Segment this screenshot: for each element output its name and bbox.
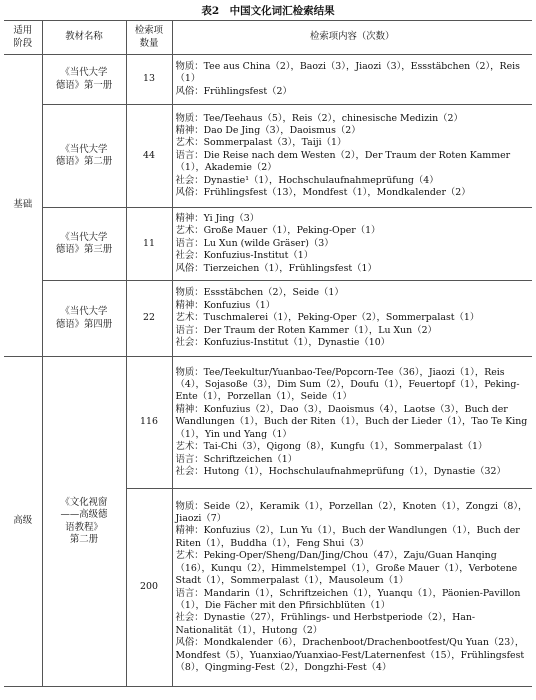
textbook-name: 《当代大学 德语》第三册 xyxy=(42,208,126,281)
item-count: 200 xyxy=(126,489,172,687)
table-row xyxy=(4,208,532,281)
item-content xyxy=(172,55,532,105)
item-count: 22 xyxy=(126,281,172,357)
header-stage: 适用 阶段 xyxy=(4,21,42,55)
textbook-name: 《当代大学 德语》第一册 xyxy=(42,55,126,105)
item-count: 11 xyxy=(126,208,172,281)
content-line: 物质：Tee/Teekultur/Yuanbao-Tee/Popcorn-Tee（36），Jiaozi（1），Reis（4），Sojasoße（3），Dim Sum（2），Doufu（1），Feuertopf（1），Peking-Ente（1），Porzellan（1），Seide（1） xyxy=(175,366,520,403)
header-row xyxy=(4,21,532,55)
table-row xyxy=(4,105,532,208)
content-line: 风俗：Tierzeichen（1），Frühlingsfest（1） xyxy=(175,262,377,274)
item-content xyxy=(172,281,532,357)
content-line: 语言：Mandarin（1），Schriftzeichen（1），Yuanqu（1），Päonien-Pavillon（1），Die Fächer mit den Pfirsichblüten（1） xyxy=(175,587,521,611)
content-line: 精神：Konfuzius（2），Lun Yu（1），Buch der Wandlungen（1），Buch der Riten（1），Buddha（1），Feng Shui（3） xyxy=(175,525,520,549)
item-count: 13 xyxy=(126,55,172,105)
content-line: 社会：Hutong（1），Hochschulaufnahmeprüfung（1），Dynastie（32） xyxy=(175,465,506,477)
table-row xyxy=(4,357,532,489)
textbook-name: 《当代大学 德语》第二册 xyxy=(42,105,126,208)
content-line: 物质：Essstäbchen（2），Seide（1） xyxy=(175,287,344,299)
results-table xyxy=(4,20,532,687)
content-line: 语言：Der Traum der Roten Kammer（1），Lu Xun（2） xyxy=(175,324,437,336)
content-line: 社会：Konfuzius-Institut（1），Dynastie（10） xyxy=(175,337,391,349)
content-line: 社会：Dynastie¹（1），Hochschulaufnahmeprüfung（4） xyxy=(175,174,439,186)
header-content: 检索项内容（次数） xyxy=(172,21,532,55)
content-line: 社会：Konfuzius-Institut（1） xyxy=(175,250,314,262)
content-line: 艺术：Große Mauer（1），Peking-Oper（1） xyxy=(175,225,381,237)
content-line: 艺术：Peking-Oper/Sheng/Dan/Jing/Chou（47），Zaju/Guan Hanqing（16），Kunqu（2），Himmelstempel（1），Große Mauer（1），Verbotene Stadt（1），Sommerpalast（1），Mausoleum（1） xyxy=(175,550,518,587)
content-line: 精神：Yi Jing（3） xyxy=(175,212,260,224)
textbook-name: 《文化视窗 ——高级德 语教程》 第二册 xyxy=(42,357,126,687)
table-caption: 表2 中国文化词汇检索结果 xyxy=(201,5,335,17)
stage-basic: 基础 xyxy=(4,55,42,357)
item-content xyxy=(172,208,532,281)
content-line: 语言：Schriftzeichen（1） xyxy=(175,453,298,465)
item-count: 116 xyxy=(126,357,172,489)
content-line: 艺术：Tuschmalerei（1），Peking-Oper（2），Sommerpalast（1） xyxy=(175,312,480,324)
item-count: 44 xyxy=(126,105,172,208)
content-line: 艺术：Tai-Chi（3），Qigong（8），Kungfu（1），Sommerpalast（1） xyxy=(175,441,488,453)
content-line: 语言：Die Reise nach dem Westen（2），Der Traum der Roten Kammer（1），Akademie（2） xyxy=(175,149,511,174)
content-line: 风俗：Frühlingsfest（2） xyxy=(175,85,292,97)
content-line: 物质：Tee/Teehaus（5），Reis（2），chinesische Medizin（2） xyxy=(175,112,463,124)
content-line: 物质：Seide（2），Keramik（1），Porzellan（2），Knoten（1），Zongzi（8），Jiaozi（7） xyxy=(175,500,528,525)
content-line: 精神：Konfuzius（1） xyxy=(175,299,276,311)
content-line: 风俗：Mondkalender（6），Drachenboot/Drachenbootfest/Qu Yuan（23），Mondfest（5），Yuanxiao/Yuanxiao-Fest/Laternenfest（15），Frühlingsfest（8），Qingming-Fest（2），Dongzhi-Fest（4） xyxy=(175,637,525,673)
item-content xyxy=(172,105,532,208)
content-line: 精神：Konfuzius（2），Dao（3），Daoismus（4），Laotse（3），Buch der Wandlungen（1），Buch der Riten（1），Buch der Lieder（1），Tao Te King（1），Yin und Yang（1） xyxy=(175,403,528,440)
content-line: 精神：Dao De Jing（3），Daoismus（2） xyxy=(175,124,361,136)
item-content xyxy=(172,489,532,687)
stage-advanced: 高级 xyxy=(4,357,42,687)
item-content xyxy=(172,357,532,489)
textbook-name: 《当代大学 德语》第四册 xyxy=(42,281,126,357)
content-line: 风俗：Frühlingsfest（13），Mondfest（1），Mondkalender（2） xyxy=(175,187,471,199)
header-textbook: 教材名称 xyxy=(42,21,126,55)
content-line: 物质：Tee aus China（2），Baozi（3），Jiaozi（3），Essstäbchen（2），Reis（1） xyxy=(175,60,520,85)
table-row xyxy=(4,55,532,105)
content-line: 艺术：Sommerpalast（3），Taiji（1） xyxy=(175,137,347,149)
content-line: 语言：Lu Xun (wilde Gräser)（3） xyxy=(175,237,334,249)
header-count: 检索项 数量 xyxy=(126,21,172,55)
content-line: 社会：Dynastie（27），Frühlings- und Herbstperiode（2），Han-Nationalität（1），Hutong（2） xyxy=(175,612,476,636)
table-row xyxy=(4,281,532,357)
